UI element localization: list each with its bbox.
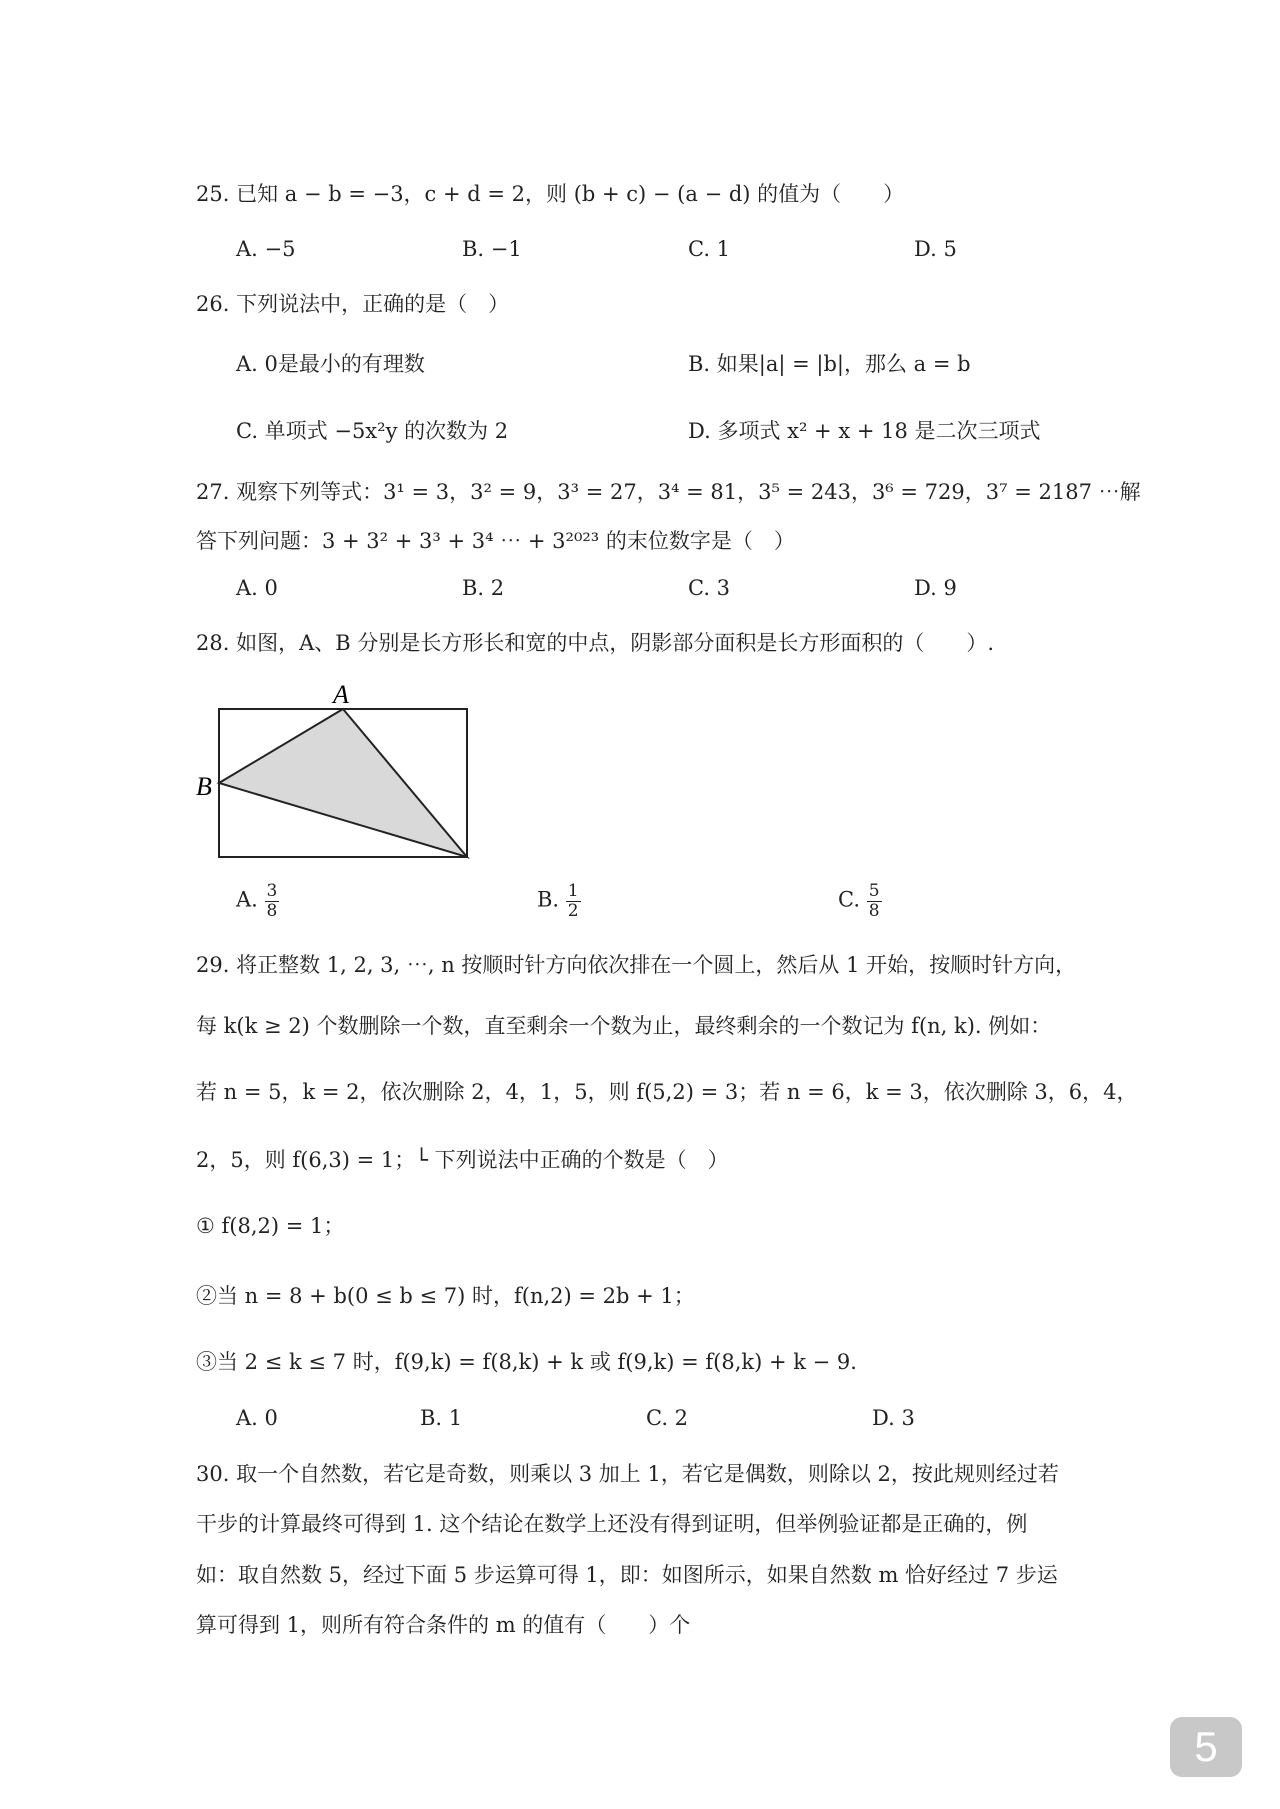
q25-stem: 25. 已知 a − b = −3，c + d = 2，则 (b + c) − (a − d) 的值为（ ） xyxy=(196,182,905,206)
label-b: B xyxy=(196,772,212,801)
q28-stem: 28. 如图，A、B 分别是长方形长和宽的中点，阴影部分面积是长方形面积的（ ）. xyxy=(196,631,995,655)
q28-option-b: B. $\frac{1}{2}$ xyxy=(537,881,579,921)
q27-option-c: C. 3 xyxy=(688,576,731,600)
q28-option-a: A. $\frac{3}{8}$ xyxy=(236,881,278,921)
q29-option-d: D. 3 xyxy=(872,1406,915,1430)
q29-line: 每 k(k ≥ 2) 个数删除一个数，直至剩余一个数为止，最终剩余的一个数记为 f(n, k). 例如： xyxy=(196,1014,1052,1038)
q30-line: 如：取自然数 5，经过下面 5 步运算可得 1，即：如图所示，如果自然数 m 恰好经过 7 步运 xyxy=(196,1563,1058,1587)
q26-option-b: B. 如果|a| = |b|，那么 a = b xyxy=(688,352,971,376)
q30-line: 干步的计算最终可得到 1. 这个结论在数学上还没有得到证明，但举例验证都是正确的，例 xyxy=(196,1512,1028,1536)
rectangle-figure xyxy=(190,670,490,870)
q26-option-d: D. 多项式 x² + x + 18 是二次三项式 xyxy=(688,419,1041,443)
q29-option-b: B. 1 xyxy=(420,1406,463,1430)
q29-option-a: A. 0 xyxy=(236,1406,278,1430)
q27-option-d: D. 9 xyxy=(914,576,957,600)
q28-option-c: C. $\frac{5}{8}$ xyxy=(838,881,880,921)
q27-line1: 27. 观察下列等式：3¹ = 3，3² = 9，3³ = 27，3⁴ = 81，3⁵ = 243，3⁶ = 729，3⁷ = 2187 ⋯解 xyxy=(196,480,1141,504)
label-a: A xyxy=(333,680,349,709)
q27-option-b: B. 2 xyxy=(462,576,505,600)
q26-option-a: A. 0是最小的有理数 xyxy=(236,352,425,376)
q29-line: 若 n = 5，k = 2，依次删除 2，4，1，5，则 f(5,2) = 3；若 n = 6，k = 3，依次删除 3，6，4， xyxy=(196,1080,1138,1104)
page-number-badge: 5 xyxy=(1170,1717,1242,1777)
q26-option-c: C. 单项式 −5x²y 的次数为 2 xyxy=(236,419,509,443)
q25-option-b: B. −1 xyxy=(462,237,522,261)
q29-statement: ① f(8,2) = 1； xyxy=(196,1214,345,1238)
q29-statement: ②当 n = 8 + b(0 ≤ b ≤ 7) 时，f(n,2) = 2b + 1； xyxy=(196,1284,695,1308)
q25-option-d: D. 5 xyxy=(914,237,957,261)
q29-line: 2，5，则 f(6,3) = 1；└ 下列说法中正确的个数是（ ） xyxy=(196,1148,729,1172)
shaded-triangle xyxy=(219,709,467,857)
q29-option-c: C. 2 xyxy=(646,1406,689,1430)
q29-line: 29. 将正整数 1, 2, 3, ⋯, n 按顺时针方向依次排在一个圆上，然后从 1 开始，按顺时针方向， xyxy=(196,953,1077,977)
q26-stem: 26. 下列说法中，正确的是（ ） xyxy=(196,292,510,316)
q27-line2: 答下列问题：3 + 3² + 3³ + 3⁴ ⋯ + 3²⁰²³ 的末位数字是（ ） xyxy=(196,529,795,553)
q30-line: 算可得到 1，则所有符合条件的 m 的值有（ ）个 xyxy=(196,1613,691,1637)
q25-option-c: C. 1 xyxy=(688,237,731,261)
q30-line: 30. 取一个自然数，若它是奇数，则乘以 3 加上 1，若它是偶数，则除以 2，按此规则经过若 xyxy=(196,1462,1059,1486)
q25-option-a: A. −5 xyxy=(236,237,296,261)
q27-option-a: A. 0 xyxy=(236,576,278,600)
q29-statement: ③当 2 ≤ k ≤ 7 时，f(9,k) = f(8,k) + k 或 f(9,k) = f(8,k) + k − 9. xyxy=(196,1350,857,1374)
